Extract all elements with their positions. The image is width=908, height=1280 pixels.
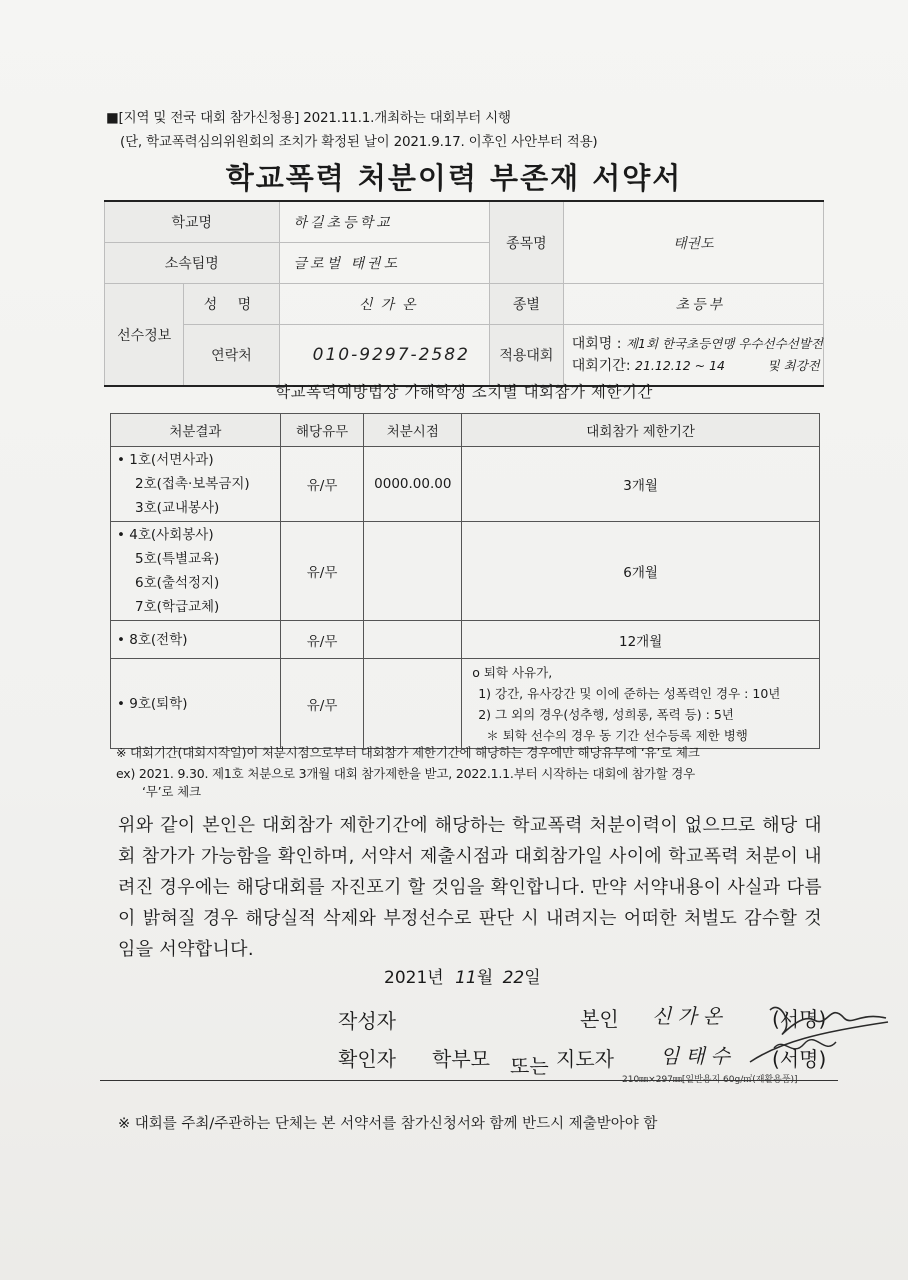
competition-name-value: 제1회 한국초등연맹 우수선수선발전: [625, 336, 823, 351]
school-label: 학교명: [105, 201, 280, 243]
self-sign-label: (서명): [772, 1007, 827, 1031]
self-label: 본인: [580, 1007, 619, 1031]
date-cell: [364, 621, 462, 659]
note-3: ‘무’로 체크: [142, 784, 201, 799]
period-cell: [462, 659, 820, 749]
list-item: • 4호(사회봉사): [117, 527, 214, 543]
school-value: 하길초등학교: [279, 201, 490, 243]
applicable-cell: 유/무: [280, 659, 364, 749]
writer-label: 작성자: [338, 1009, 396, 1033]
table-row: [111, 659, 820, 749]
header-period: 대회참가 제한기간: [462, 414, 820, 447]
list-item: 6호(출석정지): [135, 575, 220, 591]
event-value: 태권도: [563, 201, 823, 284]
category-label: 종별: [490, 284, 564, 325]
list-item: • 9호(퇴학): [117, 695, 188, 712]
parent-label: 학부모: [432, 1047, 490, 1071]
header-result: 처분결과: [111, 414, 281, 447]
date-cell: [364, 522, 462, 621]
document-title: 학교폭력 처분이력 부존재 서약서: [225, 161, 683, 195]
table-row: [111, 447, 820, 522]
or-label: 또는: [510, 1054, 549, 1078]
list-item: 2) 그 외의 경우(성추행, 성희롱, 폭력 등) : 5년: [478, 706, 734, 722]
category-value: 초등부: [563, 284, 823, 325]
notice-line-2: (단, 학교폭력심의위원회의 조치가 확정된 날이 2021.9.17. 이후인 사안부터 적용): [120, 134, 598, 150]
date-year-unit: 년: [427, 968, 444, 988]
list-item: o 퇴학 사유가,: [472, 664, 553, 680]
competition-info: [563, 325, 823, 387]
date-month-unit: 월: [476, 968, 494, 988]
note-1: ※ 대회기간(대회시작일)이 처분시점으로부터 대회참가 제한기간에 해당하는 경우에만 해당유무에 ‘유’로 체크: [116, 745, 700, 760]
competition-extra: 및 최강전: [767, 358, 820, 373]
applicable-cell: 유/무: [280, 447, 364, 522]
date-day: 22: [502, 968, 525, 988]
table-row: [111, 522, 820, 621]
date-cell: 0000.00.00: [364, 447, 462, 522]
coach-label: 지도자: [556, 1047, 614, 1071]
team-value: 글로벌 태권도: [279, 243, 490, 284]
list-item: • 8호(전학): [117, 631, 188, 648]
restriction-table: [110, 413, 820, 749]
event-label: 종목명: [490, 201, 564, 284]
date-day-unit: 일: [524, 968, 541, 988]
list-item: ＊ 퇴학 선수의 경우 동 기간 선수등록 제한 병행: [486, 727, 748, 743]
notice-line-1: ■[지역 및 전국 대회 참가신청용] 2021.11.1.개최하는 대회부터 시행: [106, 110, 511, 126]
period-cell: 6개월: [462, 522, 820, 621]
list-item: 3호(교내봉사): [135, 500, 220, 516]
applicable-cell: 유/무: [280, 522, 364, 621]
name-value: 신가온: [279, 284, 490, 325]
pledge-text: 위와 같이 본인은 대회참가 제한기간에 해당하는 학교폭력 처분이력이 없으므로 해당 대회 참가가 가능함을 확인하며, 서약서 제출시점과 대회참가일 사이에 학교폭력 처분이 내려진 경우에는 해당대회를 자진포기 할 것임을 확인합니다. 만약 서약내용이 사실과 다름이 밝혀질 경우 해당실적 삭제와 부정선수로 판단 시 내려지는 어떠한 처벌도 감수할 것임을 서약합니다.: [118, 815, 822, 960]
paper-spec: 210㎜×297㎜[일반용지 60g/㎡(재활용품)]: [622, 1075, 798, 1085]
note-2: ex) 2021. 9.30. 제1호 처분으로 3개월 대회 참가제한을 받고, 2022.1.1.부터 시작하는 대회에 참가할 경우: [116, 766, 696, 781]
date-cell: [364, 659, 462, 749]
competition-period-label: 대회기간:: [571, 358, 631, 374]
period-cell: 3개월: [462, 447, 820, 522]
contact-label: 연락처: [184, 325, 279, 387]
coach-sign-label: (서명): [772, 1047, 827, 1071]
table-row: [111, 621, 820, 659]
date-month: 11: [455, 968, 477, 988]
list-item: 7호(학급교체): [135, 599, 220, 615]
list-item: 5호(특별교육): [135, 551, 220, 567]
header-applicable: 해당유무: [280, 414, 364, 447]
confirmer-label: 확인자: [338, 1047, 396, 1071]
athlete-label: 선수정보: [105, 284, 184, 387]
list-item: 1) 강간, 유사강간 및 이에 준하는 성폭력인 경우 : 10년: [478, 685, 781, 701]
athlete-info-table: [104, 200, 824, 387]
header-date: 처분시점: [364, 414, 462, 447]
restriction-subtitle: 학교폭력예방법상 가해학생 조치별 대회참가 제한기간: [275, 383, 653, 401]
pledge-date: [384, 963, 541, 988]
competition-label: 적용대회: [490, 325, 564, 387]
list-item: • 1호(서면사과): [117, 452, 214, 468]
contact-value: 010-9297-2582: [279, 325, 490, 387]
self-name: 신가온: [652, 1004, 728, 1028]
list-item: 2호(접촉·보복금지): [135, 476, 250, 492]
competition-period-value: 21.12.12 ~ 14: [635, 358, 726, 373]
coach-name: 임태수: [660, 1044, 736, 1068]
date-year: 2021: [384, 968, 428, 988]
period-cell: 12개월: [462, 621, 820, 659]
competition-name-label: 대회명 :: [571, 336, 622, 352]
name-label: 성 명: [184, 284, 279, 325]
footer-note: ※ 대회를 주최/주관하는 단체는 본 서약서를 참가신청서와 함께 반드시 제출받아야 함: [118, 1116, 658, 1132]
team-label: 소속팀명: [105, 243, 280, 284]
handwritten-signature-scribble: [740, 992, 900, 1072]
applicable-cell: 유/무: [280, 621, 364, 659]
